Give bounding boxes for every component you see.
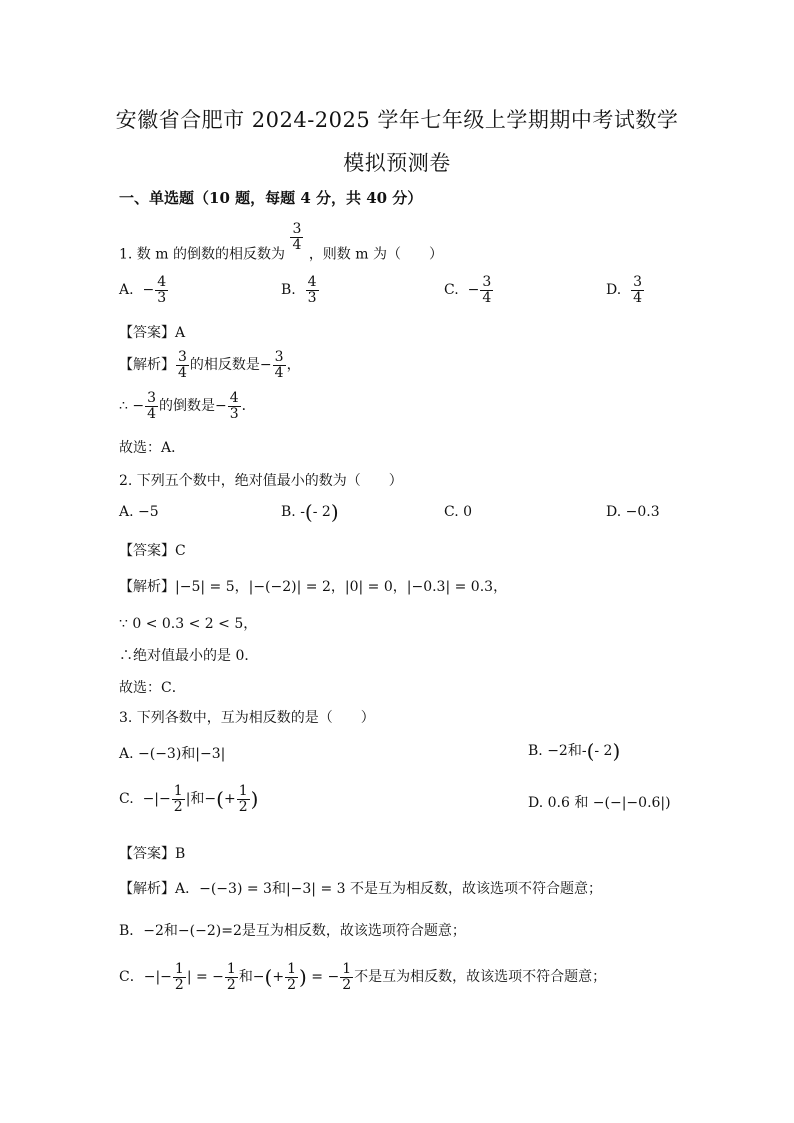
option-label: B. bbox=[281, 282, 296, 299]
minus-sign: − bbox=[142, 282, 155, 299]
q3-option-a: A. −(−3)和|−3| bbox=[119, 746, 226, 762]
frac-num: 1 bbox=[342, 961, 352, 977]
minus-sign: − bbox=[259, 357, 272, 374]
option-label: D. bbox=[606, 282, 622, 299]
q3-option-d: D. 0.6 和 −(−|−0.6|) bbox=[528, 795, 671, 811]
explanation-text: ， bbox=[286, 357, 301, 374]
doc-title-line2: 模拟预测卷 bbox=[343, 151, 451, 175]
explanation-tag: 【解析】 bbox=[119, 579, 175, 595]
frac-den: 2 bbox=[238, 798, 248, 815]
frac-num: 1 bbox=[287, 961, 297, 977]
expr-text: 和− bbox=[238, 969, 265, 986]
explanation-text: A．−(−3) = 3和|−3| = 3 不是互为相反数，故该选项不符合题意； bbox=[175, 881, 602, 897]
frac-num: 3 bbox=[482, 274, 492, 290]
frac-num: 3 bbox=[178, 349, 187, 365]
frac-den: 3 bbox=[157, 289, 167, 306]
paren: ) bbox=[299, 965, 307, 990]
expr-text: −|− bbox=[142, 791, 171, 808]
frac-den: 4 bbox=[633, 289, 643, 306]
q2-answer: 【答案】C bbox=[119, 543, 186, 559]
q2-option-d: D. −0.3 bbox=[606, 504, 660, 520]
frac-den: 2 bbox=[226, 976, 236, 993]
option-fraction bbox=[306, 275, 319, 305]
expr-text: |和− bbox=[185, 791, 217, 808]
q3-answer: 【答案】B bbox=[119, 846, 186, 862]
fraction bbox=[237, 784, 250, 814]
fraction bbox=[172, 784, 185, 814]
option-label: C. bbox=[444, 282, 459, 299]
fraction bbox=[225, 962, 238, 992]
expr-text: C．−|− bbox=[119, 969, 172, 986]
q1-stem bbox=[119, 222, 443, 264]
frac-den: 2 bbox=[174, 976, 184, 993]
fraction bbox=[145, 391, 158, 421]
frac-num: 1 bbox=[226, 961, 236, 977]
minus-sign: − bbox=[215, 398, 227, 415]
fraction bbox=[228, 391, 241, 421]
option-fraction bbox=[631, 275, 644, 305]
q1-option-b bbox=[281, 275, 320, 305]
paren: ( bbox=[586, 739, 595, 763]
frac-den: 4 bbox=[147, 405, 157, 422]
q2-explanation-3: ∴绝对值最小的是 0． bbox=[119, 648, 259, 664]
q1-option-c bbox=[444, 275, 494, 305]
fraction bbox=[285, 962, 298, 992]
section-heading: 一、单选题（10 题，每题 4 分，共 40 分） bbox=[119, 189, 423, 207]
option-value: - 2 bbox=[312, 504, 331, 520]
option-label: A. bbox=[119, 282, 134, 299]
q1-stem-pre: 1. 数 m 的倒数的相反数为 bbox=[119, 246, 285, 263]
frac-den: 2 bbox=[342, 976, 352, 993]
explanation-text: 的相反数是 bbox=[189, 357, 260, 374]
frac-den: 3 bbox=[307, 289, 317, 306]
explanation-text: 的倒数是 bbox=[159, 398, 216, 415]
q1-answer: 【答案】A bbox=[119, 325, 186, 341]
option-fraction bbox=[155, 275, 168, 305]
frac-num: 1 bbox=[238, 783, 248, 799]
doc-title-line1: 安徽省合肥市 2024-2025 学年七年级上学期期中考试数学 bbox=[115, 108, 679, 132]
paren: ) bbox=[330, 500, 339, 524]
q2-option-c: C. 0 bbox=[444, 504, 473, 520]
option-value: - 2 bbox=[594, 743, 613, 759]
option-label: B. - bbox=[281, 504, 305, 520]
frac-num: 3 bbox=[147, 390, 157, 406]
expr-text: = − bbox=[306, 969, 340, 986]
expr-text: | = − bbox=[186, 969, 224, 986]
q3-option-b bbox=[528, 739, 620, 763]
paren: ( bbox=[304, 500, 313, 524]
paren: ) bbox=[612, 739, 621, 763]
paren: ) bbox=[250, 787, 259, 812]
frac-num: 4 bbox=[229, 390, 239, 406]
q1-choose: 故选：A． bbox=[119, 440, 186, 456]
therefore-text: ∴ − bbox=[119, 398, 145, 415]
q3-option-c bbox=[119, 784, 258, 814]
q2-choose: 故选：C． bbox=[119, 680, 186, 696]
q3-explanation-c bbox=[119, 962, 606, 992]
frac-num: 4 bbox=[307, 274, 317, 290]
q1-explanation-1 bbox=[119, 350, 301, 380]
plus-sign: + bbox=[223, 791, 236, 808]
frac-den: 2 bbox=[173, 798, 183, 815]
explanation-tag: 【解析】 bbox=[119, 357, 175, 374]
plus-sign: + bbox=[272, 969, 285, 986]
frac-num: 3 bbox=[633, 274, 643, 290]
q3-stem: 3. 下列各数中，互为相反数的是（ ） bbox=[119, 710, 375, 726]
q1-stem-post: ，则数 m 为（ ） bbox=[308, 246, 443, 263]
fraction bbox=[176, 350, 189, 380]
q2-explanation-1 bbox=[119, 576, 507, 596]
fraction bbox=[340, 962, 353, 992]
q1-explanation-2 bbox=[119, 391, 256, 421]
q2-stem: 2. 下列五个数中，绝对值最小的数为（ ） bbox=[119, 473, 403, 489]
q1-option-d bbox=[606, 275, 645, 305]
option-label: B. −2和- bbox=[528, 743, 587, 759]
option-label: C. bbox=[119, 791, 134, 808]
explanation-text: |−5| = 5，|−(−2)| = 2，|0| = 0，|−0.3| = 0.3， bbox=[175, 579, 508, 595]
frac-den: 4 bbox=[292, 236, 302, 253]
frac-num: 1 bbox=[173, 783, 183, 799]
option-fraction bbox=[480, 275, 493, 305]
fraction bbox=[273, 350, 286, 380]
explanation-tag: 【解析】 bbox=[119, 881, 175, 897]
explanation-text: 不是互为相反数，故该选项不符合题意； bbox=[354, 969, 607, 986]
explanation-text: ． bbox=[241, 398, 256, 415]
q2-option-b bbox=[281, 500, 339, 524]
frac-num: 3 bbox=[292, 221, 302, 237]
q1-stem-fraction bbox=[290, 222, 303, 252]
q3-explanation-a bbox=[119, 878, 602, 898]
frac-den: 4 bbox=[482, 289, 492, 306]
frac-den: 4 bbox=[178, 364, 187, 381]
paren: ( bbox=[264, 965, 273, 990]
q2-option-a: A. −5 bbox=[119, 504, 159, 520]
q3-explanation-b: B．−2和−(−2)=2是互为相反数，故该选项符合题意； bbox=[119, 923, 466, 939]
frac-den: 3 bbox=[229, 405, 239, 422]
q2-explanation-2: ∵ 0 < 0.3 < 2 < 5， bbox=[119, 616, 258, 632]
frac-num: 1 bbox=[174, 961, 184, 977]
minus-sign: − bbox=[467, 282, 480, 299]
paren: ( bbox=[216, 787, 224, 812]
frac-num: 3 bbox=[274, 349, 284, 365]
frac-num: 4 bbox=[157, 274, 167, 290]
fraction bbox=[173, 962, 186, 992]
frac-den: 4 bbox=[274, 364, 284, 381]
q1-option-a bbox=[119, 275, 169, 305]
frac-den: 2 bbox=[287, 976, 297, 993]
